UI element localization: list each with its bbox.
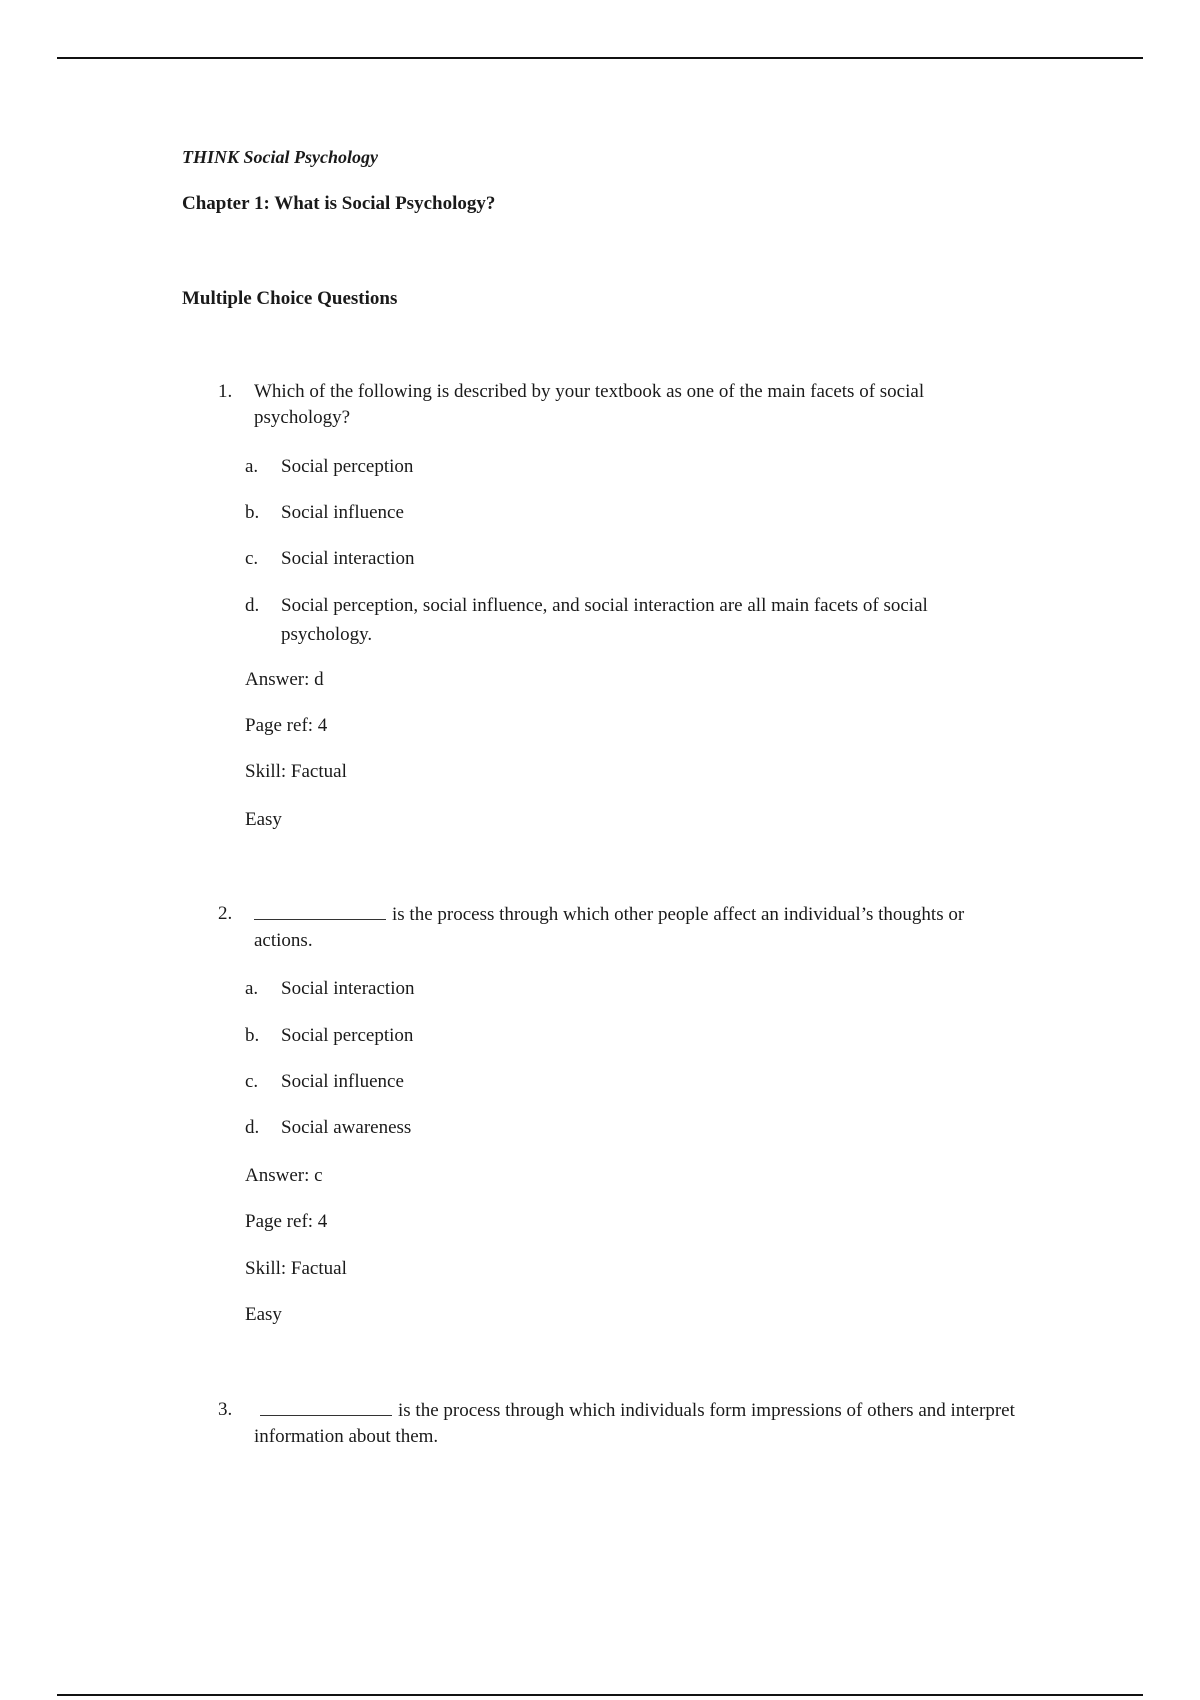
option-letter: d.: [245, 595, 260, 616]
skill-label: Skill: Factual: [245, 761, 347, 782]
option-letter: b.: [245, 1025, 260, 1046]
chapter-title: Chapter 1: What is Social Psychology?: [182, 193, 496, 214]
top-rule: [57, 57, 1143, 59]
question-number: 1.: [218, 381, 233, 402]
question-stem: is the process through which individuals form impressions of others and interpret information about them.: [254, 1400, 1015, 1447]
option-letter: a.: [245, 456, 259, 477]
page-ref: Page ref: 4: [245, 715, 328, 736]
book-title: THINK Social Psychology: [182, 147, 378, 167]
answer-label: Answer: d: [245, 669, 324, 690]
option-letter: c.: [245, 1071, 259, 1092]
option-text: Social influence: [281, 502, 404, 523]
question-stem: Which of the following is described by your textbook as one of the main facets of social psychology?: [254, 381, 925, 428]
skill-label: Skill: Factual: [245, 1258, 347, 1279]
option-text: Social interaction: [281, 978, 415, 999]
option-letter: a.: [245, 978, 259, 999]
question-stem-wrapper: [254, 1397, 1054, 1450]
question-stem-wrapper: [254, 901, 1014, 954]
question-number: 2.: [218, 903, 233, 924]
option-text: Social interaction: [281, 548, 415, 569]
fill-in-blank: [260, 1397, 392, 1416]
question-stem: is the process through which other people affect an individual’s thoughts or actions.: [254, 904, 965, 951]
option-letter: b.: [245, 502, 260, 523]
section-title: Multiple Choice Questions: [182, 288, 398, 309]
bottom-rule: [57, 1694, 1143, 1696]
difficulty-label: Easy: [245, 809, 282, 830]
option-letter: c.: [245, 548, 259, 569]
question-number: 3.: [218, 1399, 233, 1420]
option-letter: d.: [245, 1117, 260, 1138]
option-text: Social perception: [281, 456, 414, 477]
option-text: Social perception: [281, 1025, 414, 1046]
difficulty-label: Easy: [245, 1304, 282, 1325]
page-ref: Page ref: 4: [245, 1211, 328, 1232]
fill-in-blank: [254, 901, 386, 920]
answer-label: Answer: c: [245, 1165, 323, 1186]
option-text: Social influence: [281, 1071, 404, 1092]
option-text: Social awareness: [281, 1117, 412, 1138]
option-text: Social perception, social influence, and social interaction are all main facets of social psychology.: [281, 595, 928, 645]
